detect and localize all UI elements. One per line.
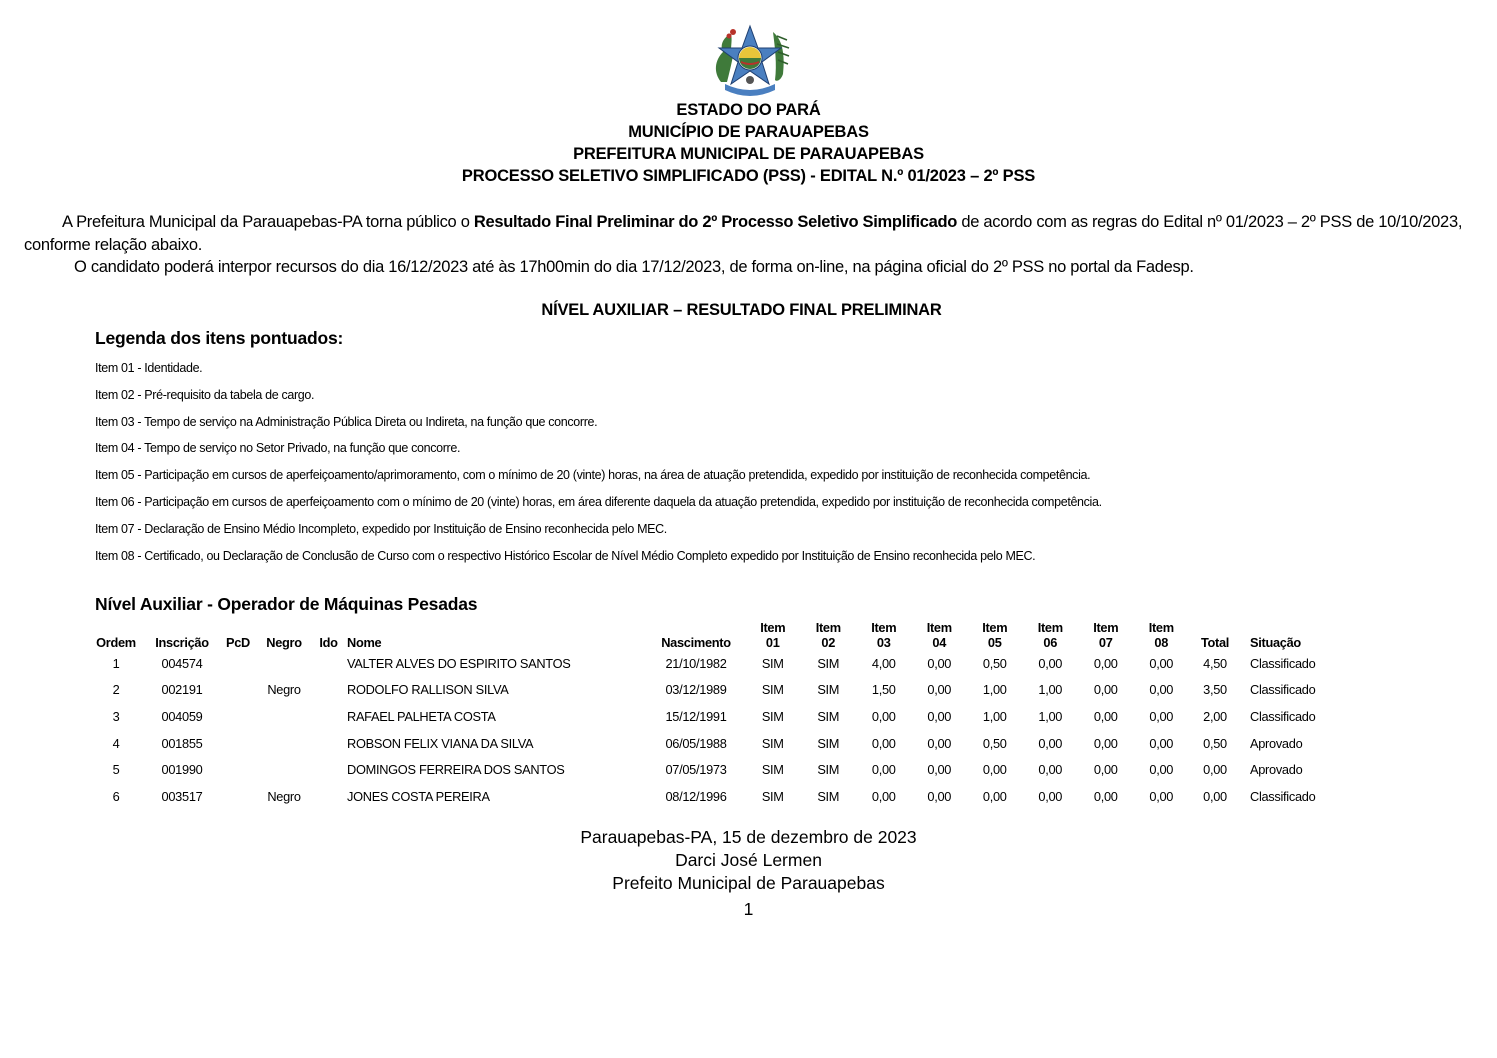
- cell-ido: [312, 730, 345, 757]
- cell-item-02: SIM: [817, 655, 840, 671]
- header-process-title: PROCESSO SELETIVO SIMPLIFICADO (PSS) - EDITAL N.º 01/2023 – 2º PSS: [461, 167, 1036, 185]
- cell-item-08: 0,00: [1149, 682, 1174, 698]
- cell-item-02: SIM: [817, 682, 840, 698]
- page-number: 1: [743, 899, 754, 919]
- col-item-label: Item: [982, 620, 1008, 635]
- cell-item-03: 0,00: [871, 708, 896, 724]
- cell-ido: [312, 783, 345, 810]
- cell-inscricao: 001855: [161, 735, 203, 751]
- results-table: [88, 616, 1340, 810]
- cell-item-04: 0,00: [927, 788, 952, 804]
- cell-inscricao: 004574: [161, 655, 203, 671]
- cell-situacao: Classificado: [1250, 708, 1316, 724]
- intro-text-start: A Prefeitura Municipal da Parauapebas-PA torna público o: [62, 213, 474, 231]
- header-state: ESTADO DO PARÁ: [676, 101, 821, 119]
- cell-nascimento: 15/12/1991: [665, 708, 727, 724]
- col-item-label: Item: [1093, 620, 1119, 635]
- cell-item-06: 1,00: [1038, 708, 1063, 724]
- cell-item-01: SIM: [761, 682, 784, 698]
- cell-ordem: 5: [112, 762, 120, 778]
- col-item-number: 03: [876, 635, 891, 650]
- legend-item: Item 01 - Identidade.: [95, 361, 203, 375]
- col-item-07: [1078, 616, 1134, 650]
- cell-total: 3,50: [1203, 682, 1227, 698]
- cell-item-06: 1,00: [1038, 682, 1063, 698]
- cell-item-08: 0,00: [1149, 655, 1174, 671]
- cell-situacao: Classificado: [1250, 682, 1316, 698]
- cell-item-01: SIM: [761, 655, 784, 671]
- cell-item-05: 0,00: [982, 762, 1007, 778]
- table-row: [88, 730, 1340, 757]
- cell-item-03: 0,00: [871, 735, 896, 751]
- cell-situacao: Aprovado: [1250, 762, 1303, 778]
- cell-item-03: 0,00: [871, 762, 896, 778]
- cell-item-04: 0,00: [927, 682, 952, 698]
- section-title: Nível Auxiliar - Operador de Máquinas Pesadas: [95, 594, 478, 614]
- coat-of-arms-icon: [703, 22, 797, 98]
- col-item-label: Item: [926, 620, 952, 635]
- signatory-name: Darci José Lermen: [675, 850, 822, 870]
- table-header-row: [88, 616, 1340, 650]
- cell-item-05: 0,50: [982, 735, 1007, 751]
- cell-total: 0,50: [1203, 735, 1227, 751]
- col-item-04: [912, 616, 968, 650]
- col-item-06: [1023, 616, 1079, 650]
- col-item-label: Item: [760, 620, 786, 635]
- col-inscricao: Inscrição: [155, 635, 209, 650]
- cell-total: 0,00: [1203, 762, 1227, 778]
- cell-item-01: SIM: [761, 735, 784, 751]
- header-prefecture: PREFEITURA MUNICIPAL DE PARAUAPEBAS: [573, 145, 924, 163]
- cell-item-07: 0,00: [1093, 762, 1118, 778]
- cell-nome: VALTER ALVES DO ESPIRITO SANTOS: [347, 655, 571, 671]
- col-item-number: 02: [821, 635, 836, 650]
- col-item-02: [801, 616, 857, 650]
- cell-item-06: 0,00: [1038, 655, 1063, 671]
- col-ordem: Ordem: [96, 635, 136, 650]
- cell-pcd: [220, 650, 256, 677]
- cell-negro: [256, 703, 312, 730]
- intro-paragraph: [24, 211, 1474, 256]
- col-item-number: 08: [1154, 635, 1169, 650]
- cell-nascimento: 08/12/1996: [665, 788, 727, 804]
- legend-item: Item 07 - Declaração de Ensino Médio Incompleto, expedido por Instituição de Ensino reconhecida pelo MEC.: [95, 521, 667, 536]
- col-negro: Negro: [266, 635, 302, 650]
- cell-situacao: Aprovado: [1250, 735, 1303, 751]
- col-item-number: 07: [1098, 635, 1113, 650]
- legend-item: Item 04 - Tempo de serviço no Setor Privado, na função que concorre.: [95, 441, 461, 456]
- cell-item-04: 0,00: [927, 655, 952, 671]
- cell-item-01: SIM: [761, 762, 784, 778]
- cell-inscricao: 002191: [161, 682, 203, 698]
- legend-item: Item 02 - Pré-requisito da tabela de cargo.: [95, 387, 315, 402]
- signature-block: [0, 826, 1497, 895]
- cell-item-08: 0,00: [1149, 735, 1174, 751]
- cell-negro: [256, 730, 312, 757]
- cell-item-04: 0,00: [927, 762, 952, 778]
- cell-nome: ROBSON FELIX VIANA DA SILVA: [347, 735, 534, 751]
- cell-nome: RODOLFO RALLISON SILVA: [347, 682, 509, 698]
- cell-item-03: 4,00: [871, 655, 896, 671]
- cell-item-04: 0,00: [927, 708, 952, 724]
- col-item-label: Item: [871, 620, 897, 635]
- cell-ordem: 2: [112, 682, 120, 698]
- cell-pcd: [220, 783, 256, 810]
- col-item-number: 05: [987, 635, 1002, 650]
- cell-item-05: 1,00: [982, 682, 1007, 698]
- cell-nome: JONES COSTA PEREIRA: [347, 788, 490, 804]
- cell-inscricao: 001990: [161, 762, 203, 778]
- cell-item-02: SIM: [817, 788, 840, 804]
- cell-item-05: 0,50: [982, 655, 1007, 671]
- section-subtitle: NÍVEL AUXILIAR – RESULTADO FINAL PRELIMINAR: [541, 301, 942, 319]
- place-date: Parauapebas-PA, 15 de dezembro de 2023: [580, 827, 917, 847]
- cell-item-08: 0,00: [1149, 708, 1174, 724]
- col-total: Total: [1200, 635, 1230, 650]
- cell-item-07: 0,00: [1093, 682, 1118, 698]
- cell-item-03: 0,00: [871, 788, 896, 804]
- intro-text-bold: Resultado Final Preliminar do 2º Processo Seletivo Simplificado: [473, 213, 958, 231]
- cell-negro: [256, 650, 312, 677]
- cell-total: 0,00: [1203, 788, 1227, 804]
- col-situacao: Situação: [1250, 635, 1301, 650]
- col-item-05: [967, 616, 1023, 650]
- cell-ordem: 3: [112, 708, 120, 724]
- cell-item-07: 0,00: [1093, 788, 1118, 804]
- cell-nascimento: 06/05/1988: [665, 735, 727, 751]
- legend-list: [95, 359, 1102, 573]
- legend-title: Legenda dos itens pontuados:: [95, 328, 344, 348]
- legend-item: Item 03 - Tempo de serviço na Administração Pública Direta ou Indireta, na função que concorre.: [95, 414, 598, 429]
- col-item-number: 04: [932, 635, 947, 650]
- cell-item-03: 1,50: [871, 682, 896, 698]
- cell-total: 4,50: [1203, 655, 1227, 671]
- table-row: [88, 650, 1340, 677]
- cell-item-05: 0,00: [982, 788, 1007, 804]
- cell-nome: DOMINGOS FERREIRA DOS SANTOS: [347, 762, 565, 778]
- cell-item-07: 0,00: [1093, 655, 1118, 671]
- cell-negro: Negro: [267, 788, 301, 804]
- legend-item: Item 08 - Certificado, ou Declaração de Conclusão de Curso com o respectivo Histórico Escolar de Nível Médio Completo expedido por Instituição de Ensino reconhecida pelo MEC.: [95, 548, 1036, 563]
- cell-pcd: [220, 703, 256, 730]
- table-row: [88, 783, 1340, 810]
- cell-nascimento: 07/05/1973: [665, 762, 727, 778]
- col-ido: Ido: [319, 635, 338, 650]
- cell-item-06: 0,00: [1038, 788, 1063, 804]
- signatory-role: Prefeito Municipal de Parauapebas: [612, 873, 885, 893]
- col-nome: Nome: [347, 635, 382, 650]
- cell-ordem: 1: [112, 655, 120, 671]
- cell-total: 2,00: [1203, 708, 1227, 724]
- legend-item: Item 06 - Participação em cursos de aperfeiçoamento com o mínimo de 20 (vinte) horas, em área diferente daquela da atuação pretendida, expedido por instituição de reconhecida competência.: [95, 494, 1102, 509]
- cell-negro: [256, 756, 312, 783]
- cell-nascimento: 03/12/1989: [665, 682, 727, 698]
- cell-item-08: 0,00: [1149, 788, 1174, 804]
- cell-situacao: Classificado: [1250, 655, 1316, 671]
- intro-text-end: de acordo com as regras do Edital nº 01/2023 – 2º PSS de 10/10/2023, conforme relação abaixo.: [24, 213, 1463, 254]
- col-item-08: [1134, 616, 1190, 650]
- header-municipality: MUNICÍPIO DE PARAUAPEBAS: [628, 123, 869, 141]
- cell-ido: [312, 703, 345, 730]
- cell-item-07: 0,00: [1093, 708, 1118, 724]
- cell-ido: [312, 756, 345, 783]
- cell-ordem: 4: [112, 735, 120, 751]
- table-row: [88, 756, 1340, 783]
- col-pcd: PcD: [226, 635, 250, 650]
- cell-nome: RAFAEL PALHETA COSTA: [347, 708, 496, 724]
- cell-item-06: 0,00: [1038, 735, 1063, 751]
- cell-item-01: SIM: [761, 788, 784, 804]
- cell-negro: Negro: [267, 682, 301, 698]
- cell-pcd: [220, 756, 256, 783]
- cell-ido: [312, 650, 345, 677]
- cell-item-02: SIM: [817, 735, 840, 751]
- cell-situacao: Classificado: [1250, 788, 1316, 804]
- col-item-label: Item: [815, 620, 841, 635]
- cell-item-04: 0,00: [927, 735, 952, 751]
- col-item-label: Item: [1148, 620, 1174, 635]
- col-nascimento: Nascimento: [661, 635, 731, 650]
- cell-item-08: 0,00: [1149, 762, 1174, 778]
- appeal-paragraph: O candidato poderá interpor recursos do dia 16/12/2023 até às 17h00min do dia 17/12/2023, de forma on-line, na página oficial do 2º PSS no portal da Fadesp.: [74, 258, 1194, 276]
- cell-item-01: SIM: [761, 708, 784, 724]
- cell-item-06: 0,00: [1038, 762, 1063, 778]
- cell-item-05: 1,00: [982, 708, 1007, 724]
- cell-ido: [312, 677, 345, 704]
- cell-pcd: [220, 677, 256, 704]
- cell-ordem: 6: [112, 788, 120, 804]
- legend-item: Item 05 - Participação em cursos de aperfeiçoamento/aprimoramento, com o mínimo de 20 (vinte) horas, na área de atuação pretendida, expedido por instituição de reconhecida competência.: [95, 468, 1091, 483]
- cell-item-02: SIM: [817, 762, 840, 778]
- table-row: [88, 677, 1340, 704]
- cell-inscricao: 004059: [161, 708, 203, 724]
- col-item-number: 01: [765, 635, 780, 650]
- cell-item-07: 0,00: [1093, 735, 1118, 751]
- cell-inscricao: 003517: [161, 788, 203, 804]
- col-item-01: [745, 616, 801, 650]
- table-row: [88, 703, 1340, 730]
- col-item-number: 06: [1043, 635, 1058, 650]
- cell-item-02: SIM: [817, 708, 840, 724]
- col-item-label: Item: [1037, 620, 1063, 635]
- col-item-03: [856, 616, 912, 650]
- document-header: [0, 99, 1497, 187]
- cell-pcd: [220, 730, 256, 757]
- cell-nascimento: 21/10/1982: [665, 655, 727, 671]
